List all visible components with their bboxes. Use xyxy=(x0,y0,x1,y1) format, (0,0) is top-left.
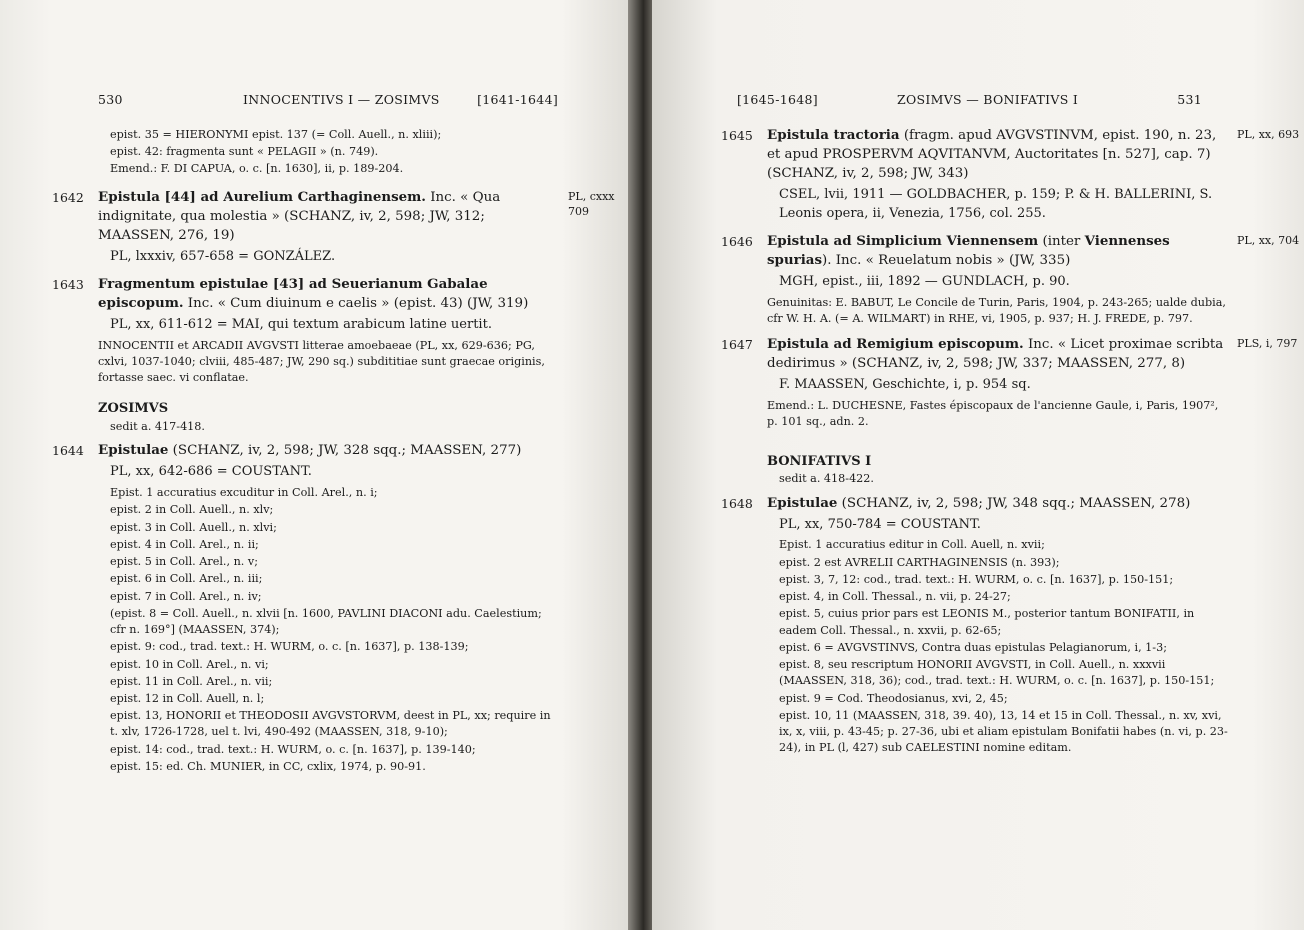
entry-title-2: Viennenses spurias xyxy=(767,232,1170,268)
entry-heading-rest: ). Inc. « Reuelatum nobis » (JW, 335) xyxy=(822,252,1071,268)
margin-reference: PL, xx, 704 xyxy=(1237,233,1300,247)
left-running-head xyxy=(98,92,558,107)
entry-1642 xyxy=(52,188,615,267)
entry-title: Fragmentum epistulae [43] ad Seuerianum Gabalae episcopum. xyxy=(98,275,488,311)
entry-line: epist. 5 in Coll. Arel., n. v; xyxy=(110,555,258,569)
entry-title: Epistulae xyxy=(98,442,169,459)
entry-line: (epist. 8 = Coll. Auell., n. xlvii [n. 1600, PAVLINI DIACONI adu. Caelestium; cfr n. 169°] (MAASSEN, 374); xyxy=(110,606,542,637)
entry-note: Genuinitas: E. BABUT, Le Concile de Turin, Paris, 1904, p. 243-265; ualde dubia, cfr W. H. A. (= A. WILMART) in RHE, vi, 1905, p. 937; H. J. FREDE, p. 797. xyxy=(767,295,1226,325)
entry-line: epist. 5, cuius prior pars est LEONIS M., posterior tantum BONIFATII, in eadem Coll. Thessal., n. xxvii, p. 62-65; xyxy=(779,607,1195,637)
entry-heading-rest: Inc. « Cum diuinum e caelis » (epist. 43) (JW, 319) xyxy=(187,295,529,311)
right-running-head xyxy=(737,92,1202,107)
entry-edition: PL, xx, 642-686 = COUSTANT. xyxy=(110,464,312,480)
entry-line: epist. 6 = AVGVSTINVS, Contra duas epistulas Pelagianorum, i, 1-3; xyxy=(779,640,1167,654)
margin-reference: PL, xx, 693 xyxy=(1237,128,1300,141)
entry-number: 1644 xyxy=(52,443,84,459)
entry-number: 1647 xyxy=(721,337,753,353)
entry-1647 xyxy=(721,335,1298,430)
left-column xyxy=(52,126,615,783)
entry-line: epist. 6 in Coll. Arel., n. iii; xyxy=(110,572,263,586)
entry-number: 1643 xyxy=(52,276,84,292)
entry-line: Epist. 1 accuratius excuditur in Coll. Arel., n. i; xyxy=(110,486,378,500)
entry-line: Epist. 1 accuratius editur in Coll. Auell, n. xvii; xyxy=(779,538,1045,552)
left-page-number: 530 xyxy=(98,92,123,107)
entry-number: 1646 xyxy=(721,233,753,249)
entry-line: epist. 8, seu rescriptum HONORII AVGVSTI, in Coll. Auell., n. xxxvii (MAASSEN, 318, 36); cod., trad. text.: H. WURM, o. c. [n. 1637], p. 150-151; xyxy=(779,658,1215,688)
entry-edition: CSEL, lvii, 1911 — GOLDBACHER, p. 159; P. & H. BALLERINI, S. Leonis opera, ii, Venezia, 1756, col. 255. xyxy=(779,187,1213,221)
entry-number: 1648 xyxy=(721,495,753,511)
entry-line: epist. 4 in Coll. Arel., n. ii; xyxy=(110,537,259,551)
entry-line: epist. 2 est AVRELII CARTHAGINENSIS (n. 393); xyxy=(779,555,1060,569)
entry-line: epist. 2 in Coll. Auell., n. xlv; xyxy=(110,503,274,517)
entry-edition: PL, lxxxiv, 657-658 = GONZÁLEZ. xyxy=(110,248,336,264)
entry-1644 xyxy=(52,441,558,775)
entry-line: epist. 3, 7, 12: cod., trad. text.: H. WURM, o. c. [n. 1637], p. 150-151; xyxy=(779,572,1174,586)
entry-line: epist. 10 in Coll. Arel., n. vi; xyxy=(110,657,269,671)
entry-1646 xyxy=(721,232,1300,327)
entry-title: Epistula ad Simplicium Viennensem xyxy=(767,232,1039,249)
left-running-title: INNOCENTIVS I — ZOSIMVS xyxy=(243,92,440,107)
section-title: ZOSIMVS xyxy=(98,401,169,417)
entry-note: Emend.: L. DUCHESNE, Fastes épiscopaux de l'ancienne Gaule, i, Paris, 1907², p. 101 sq., adn. 2. xyxy=(767,399,1219,429)
entry-heading xyxy=(767,232,1229,270)
top-line: epist. 35 = HIERONYMI epist. 137 (= Coll. Auell., n. xliii); xyxy=(110,128,442,141)
margin-reference: PL, cxxx 709 xyxy=(568,189,615,218)
right-running-title: ZOSIMVS — BONIFATIVS I xyxy=(897,92,1079,107)
entry-number: 1645 xyxy=(721,128,753,143)
entry-heading xyxy=(767,494,1229,513)
left-page xyxy=(0,0,638,930)
entry-title: Epistula ad Remigium episcopum. xyxy=(767,336,1024,353)
entry-heading-rest: Inc. « Qua indignitate, qua molestia » (SCHANZ, iv, 2, 598; JW, 312; MAASSEN, 276, 19) xyxy=(98,189,501,243)
entry-heading xyxy=(98,441,558,460)
entry-heading-rest: (SCHANZ, iv, 2, 598; JW, 348 sqq.; MAASSEN, 278) xyxy=(841,495,1191,511)
right-running-range: [1645-1648] xyxy=(737,92,818,107)
margin-reference: PLS, i, 797 xyxy=(1237,337,1298,351)
entry-line: epist. 9: cod., trad. text.: H. WURM, o. c. [n. 1637], p. 138-139; xyxy=(110,640,469,654)
entry-1645 xyxy=(721,126,1300,224)
left-running-range: [1641-1644] xyxy=(477,92,558,107)
right-column xyxy=(721,126,1300,765)
entry-1648 xyxy=(721,494,1229,757)
entry-edition: F. MAASSEN, Geschichte, i, p. 954 sq. xyxy=(779,377,1031,393)
entry-edition: MGH, epist., iii, 1892 — GUNDLACH, p. 90. xyxy=(779,273,1070,289)
entry-line: epist. 13, HONORII et THEODOSII AVGVSTORVM, deest in PL, xx; require in t. xlv, 1726-1728, uel t. lvi, 490-492 (MAASSEN, 318, 9-10); xyxy=(110,709,551,739)
top-line: epist. 42: fragmenta sunt « PELAGII » (n. 749). xyxy=(110,145,379,159)
entry-note: INNOCENTII et ARCADII AVGVSTI litterae amoebaeae (PL, xx, 629-636; PG, cxlvi, 1037-1040; clviii, 485-487; JW, 290 sq.) subdititiae sunt graecae originis, fortasse saec. vi conflatae. xyxy=(98,338,545,385)
entry-heading-mid: (inter xyxy=(1042,233,1081,249)
entry-title: Epistula tractoria xyxy=(767,127,900,143)
entry-heading-rest: (SCHANZ, iv, 2, 598; JW, 328 sqq.; MAASSEN, 277) xyxy=(172,443,522,459)
entry-heading-rest: Inc. « Licet proximae scribta dedirimus » (SCHANZ, iv, 2, 598; JW, 337; MAASSEN, 277, 8) xyxy=(767,337,1224,372)
section-title: BONIFATIVS I xyxy=(767,453,872,469)
entry-line: epist. 3 in Coll. Auell., n. xlvi; xyxy=(110,520,277,534)
section-sedit: sedit a. 418-422. xyxy=(779,472,874,486)
top-line: Emend.: F. DI CAPUA, o. c. [n. 1630], ii, p. 189-204. xyxy=(110,162,404,176)
entry-line: epist. 11 in Coll. Arel., n. vii; xyxy=(110,674,273,688)
entry-number: 1642 xyxy=(52,189,84,205)
entry-line: epist. 10, 11 (MAASSEN, 318, 39. 40), 13, 14 et 15 in Coll. Thessal., n. xv, xvi, ix, x, viii, p. 43-45; p. 27-36, ubi et aliam epistulam Bonifatii habes (n. vi, p. 23-24), in PL (l, 427) sub CAELESTINI nomine editam. xyxy=(779,708,1228,755)
entry-heading xyxy=(98,275,558,313)
entry-1643 xyxy=(52,275,558,387)
entry-edition: PL, xx, 611-612 = MAI, qui textum arabicum latine uertit. xyxy=(110,316,492,332)
section-sedit: sedit a. 417-418. xyxy=(110,420,205,434)
entry-heading-rest: (fragm. apud AVGVSTINVM, epist. 190, n. 23, et apud PROSPERVM AQVITANVM, Auctoritates [n. 527], cap. 7) (SCHANZ, iv, 2, 598; JW, 343) xyxy=(767,128,1217,182)
entry-edition: PL, xx, 750-784 = COUSTANT. xyxy=(779,516,981,532)
entry-line: epist. 15: ed. Ch. MUNIER, in CC, cxlix, 1974, p. 90-91. xyxy=(110,759,426,773)
entry-line: epist. 7 in Coll. Arel., n. iv; xyxy=(110,589,262,603)
entry-heading xyxy=(767,126,1229,183)
entry-heading xyxy=(767,335,1229,373)
entry-line: epist. 12 in Coll. Auell, n. l; xyxy=(110,692,265,706)
entry-line: epist. 9 = Cod. Theodosianus, xvi, 2, 45; xyxy=(779,691,1008,705)
entry-title: Epistulae xyxy=(767,494,838,511)
entry-title: Epistula [44] ad Aurelium Carthaginensem. xyxy=(98,188,426,205)
right-page xyxy=(652,0,1304,930)
entry-heading xyxy=(98,188,558,245)
entry-line: epist. 4, in Coll. Thessal., n. vii, p. 24-27; xyxy=(779,590,1011,604)
right-page-number: 531 xyxy=(1177,92,1202,107)
entry-line: epist. 14: cod., trad. text.: H. WURM, o. c. [n. 1637], p. 139-140; xyxy=(110,742,476,756)
